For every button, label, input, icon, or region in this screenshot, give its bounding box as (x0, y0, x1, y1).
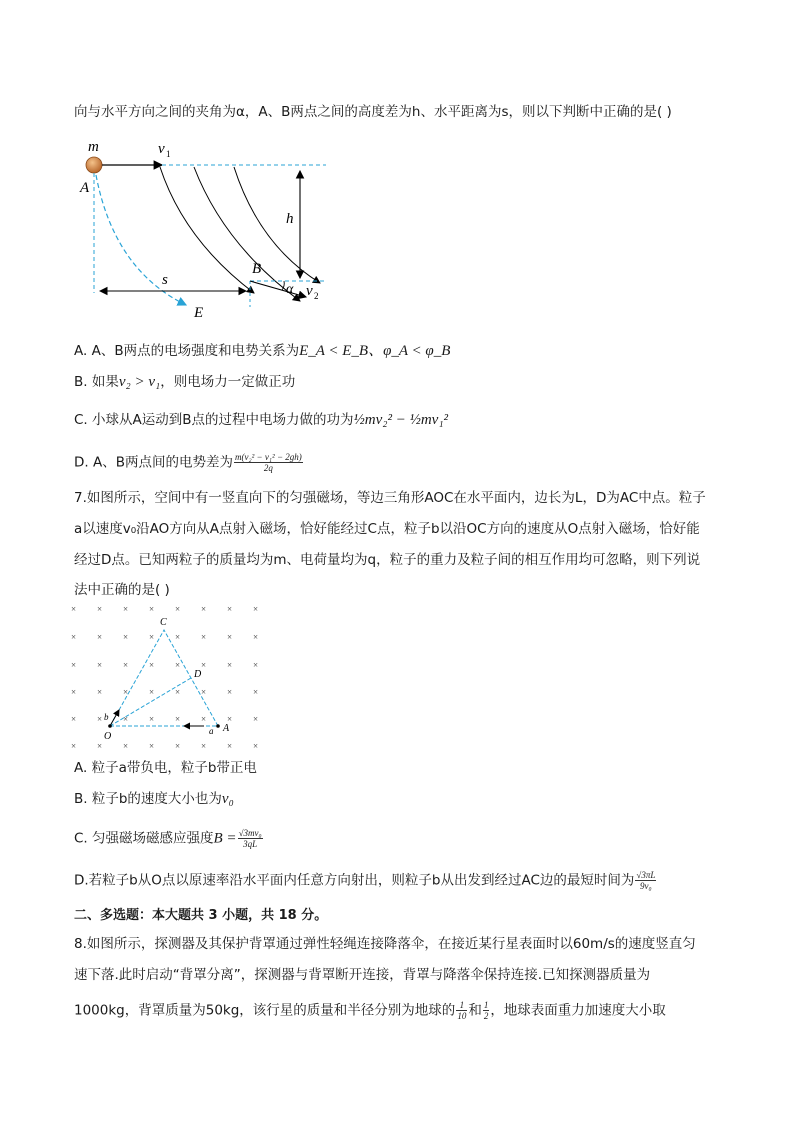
svg-text:×: × (97, 632, 103, 642)
q8-line-2: 速下落.此时启动“背罩分离”，探测器与背罩断开连接，背罩与降落伞保持连接.已知探测器质量为 (74, 967, 651, 983)
svg-text:×: × (123, 604, 129, 614)
velocity-b-arrow (110, 710, 119, 726)
q6-stem: 向与水平方向之间的夹角为α，A、B两点之间的高度差为h、水平距离为s，则以下判断中正确的是( ) (74, 104, 672, 120)
q8-line-3-and: 和 (468, 1002, 482, 1019)
svg-text:×: × (149, 604, 155, 614)
svg-text:×: × (149, 687, 155, 697)
svg-text:×: × (201, 604, 207, 614)
svg-text:×: × (201, 714, 207, 724)
q7-figure (66, 598, 266, 753)
trajectory-dashed (96, 175, 186, 305)
svg-text:×: × (227, 687, 233, 697)
q6-option-c-math: ½mv₂² − ½mv₁² (353, 412, 449, 428)
svg-text:×: × (175, 687, 181, 697)
q7-option-c-fraction: $\frac{\text{√3mv₀}}{3qL}$ (238, 828, 262, 849)
point-A (216, 724, 220, 728)
q7-option-c-math: B = (213, 830, 237, 847)
label-v1-sub: 1 (166, 149, 171, 159)
q6-option-b-text: B. 如果 (74, 374, 119, 390)
svg-text:×: × (123, 687, 129, 697)
q6-option-a-text: A. A、B两点的电场强度和电势关系为 (74, 343, 300, 359)
svg-text:×: × (175, 660, 181, 670)
field-line-1 (160, 167, 254, 293)
svg-text:×: × (253, 714, 259, 724)
svg-text:×: × (123, 632, 129, 642)
field-line-3 (234, 167, 320, 283)
q6-option-b-suffix: ，则电场力一定做正功 (160, 374, 296, 390)
svg-text:×: × (227, 741, 233, 751)
label-E: E (194, 305, 204, 321)
svg-text:×: × (71, 741, 77, 751)
section-2-title: 二、多选题：本大题共 3 小题，共 18 分。 (74, 908, 328, 923)
svg-text:×: × (175, 741, 181, 751)
label-O: O (104, 731, 112, 742)
field-line-2 (194, 167, 300, 301)
label-a: a (209, 726, 214, 736)
svg-text:×: × (123, 714, 129, 724)
svg-text:×: × (227, 604, 233, 614)
svg-text:×: × (97, 660, 103, 670)
q6-option-b (74, 372, 295, 392)
label-s: s (162, 272, 168, 288)
q7-line-1: 7.如图所示，空间中有一竖直向下的匀强磁场，等边三角形AOC在水平面内，边长为L，D为AC中点。粒子 (74, 490, 706, 506)
q6-option-a (74, 341, 450, 361)
svg-text:×: × (149, 714, 155, 724)
svg-text:×: × (201, 632, 207, 642)
svg-text:×: × (175, 714, 181, 724)
svg-text:×: × (201, 687, 207, 697)
svg-text:×: × (149, 741, 155, 751)
svg-text:×: × (175, 632, 181, 642)
q7-option-b-math: v₀ (221, 791, 234, 807)
svg-text:×: × (253, 604, 259, 614)
svg-text:×: × (253, 632, 259, 642)
q7-line-3: 经过D点。已知两粒子的质量均为m、电荷量均为q，粒子的重力及粒子间的相互作用均可忽略，则下列说 (74, 552, 701, 568)
svg-text:×: × (71, 687, 77, 697)
svg-text:×: × (71, 660, 77, 670)
q8-line-3-text-a: 1000kg，背罩质量为50kg，该行星的质量和半径分别为地球的 (74, 1002, 456, 1019)
svg-text:×: × (97, 604, 103, 614)
q6-option-d (74, 452, 304, 473)
svg-text:×: × (253, 741, 259, 751)
svg-text:×: × (123, 741, 129, 751)
q6-option-b-math: v₂ > v₁ (118, 374, 161, 390)
svg-text:×: × (97, 741, 103, 751)
svg-text:×: × (201, 741, 207, 751)
svg-text:×: × (149, 660, 155, 670)
label-v1: v (158, 141, 165, 157)
q7-line-2: a以速度v₀沿AO方向从A点射入磁场，恰好能经过C点，粒子b以沿OC方向的速度从O点射入磁场，恰好能 (74, 521, 700, 537)
q6-option-c-text: C. 小球从A运动到B点的过程中电场力做的功为 (74, 412, 354, 428)
svg-text:×: × (253, 687, 259, 697)
q7-option-d (74, 870, 657, 891)
svg-text:×: × (227, 660, 233, 670)
q8-fraction-radius: $\frac{1}{2}$ (483, 1000, 489, 1021)
q8-line-3 (74, 1000, 666, 1021)
ball-m (86, 157, 102, 173)
svg-text:×: × (201, 660, 207, 670)
q6-option-c (74, 410, 448, 430)
q7-option-d-fraction: $\frac{√3\pi L}{\text{9v₀}}$ (636, 870, 656, 891)
q7-option-c-text: C. 匀强磁场磁感应强度 (74, 830, 214, 847)
svg-text:×: × (71, 714, 77, 724)
q8-line-3-text-b: ，地球表面重力加速度大小取 (490, 1002, 666, 1019)
q8-line-1: 8.如图所示，探测器及其保护背罩通过弹性轻绳连接降落伞，在接近某行星表面时以60m/s的速度竖直匀 (74, 936, 696, 952)
q6-option-a-math: E_A < E_B、φ_A < φ_B (299, 343, 451, 359)
q7-option-b-text: B. 粒子b的速度大小也为 (74, 791, 222, 807)
label-h: h (286, 211, 294, 227)
svg-text:×: × (175, 604, 181, 614)
q6-option-d-fraction: $\frac{\text{m(v₂² − v₁² − 2gh)}}{2q}$ (234, 452, 302, 473)
svg-text:×: × (123, 660, 129, 670)
q7-option-c (74, 828, 264, 849)
label-alpha: α (286, 282, 294, 297)
q8-fraction-mass: $\frac{1}{10}$ (457, 1000, 467, 1021)
svg-text:×: × (97, 687, 103, 697)
svg-text:×: × (71, 604, 77, 614)
svg-text:×: × (71, 632, 77, 642)
q7-option-d-text: D.若粒子b从O点以原速率沿水平面内任意方向射出，则粒子b从出发到经过AC边的最短时间为 (74, 872, 635, 889)
triangle-AOC (110, 630, 218, 726)
label-m: m (88, 139, 99, 155)
q7-option-b (74, 789, 234, 809)
q7-line-4: 法中正确的是( ) (74, 582, 170, 598)
q7-option-a: A. 粒子a带负电，粒子b带正电 (74, 760, 257, 776)
q6-option-d-text: D. A、B两点间的电势差为 (74, 454, 233, 471)
label-b: b (104, 712, 109, 722)
svg-text:×: × (97, 714, 103, 724)
label-A: A (223, 723, 230, 734)
label-v2: v (306, 283, 313, 299)
svg-text:×: × (253, 660, 259, 670)
svg-text:×: × (227, 714, 233, 724)
label-v2-sub: 2 (314, 291, 319, 301)
svg-text:×: × (227, 632, 233, 642)
label-C: C (160, 617, 167, 628)
label-B: B (252, 261, 262, 277)
q6-figure (74, 135, 334, 325)
label-A: A (80, 180, 90, 196)
label-D: D (194, 669, 202, 680)
svg-text:×: × (149, 632, 155, 642)
